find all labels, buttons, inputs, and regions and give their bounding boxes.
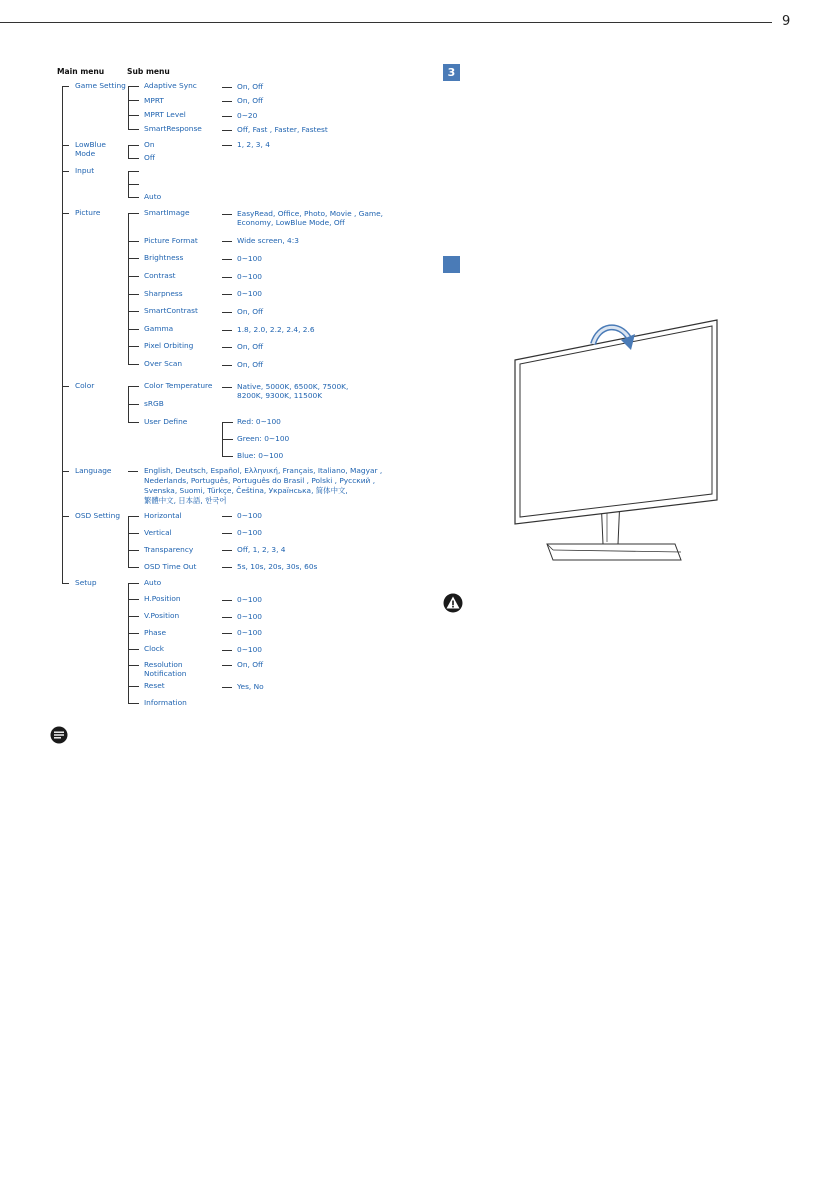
dash bbox=[222, 101, 232, 102]
dash bbox=[222, 116, 232, 117]
sub-over-scan: Over Scan bbox=[144, 359, 183, 368]
branch bbox=[128, 550, 139, 551]
branch bbox=[128, 115, 139, 116]
sub-contrast: Contrast bbox=[144, 271, 176, 280]
page-number: 9 bbox=[782, 14, 791, 29]
dash bbox=[222, 241, 232, 242]
monitor-illustration bbox=[505, 318, 725, 568]
dash bbox=[222, 145, 232, 146]
menu-game-setting: Game Setting bbox=[75, 81, 126, 90]
branch bbox=[128, 86, 139, 87]
sub-v-position: V.Position bbox=[144, 611, 180, 620]
branch bbox=[128, 184, 139, 185]
val-contrast: 0~100 bbox=[237, 272, 263, 281]
branch bbox=[128, 533, 139, 534]
branch bbox=[128, 567, 139, 568]
dash bbox=[222, 365, 232, 366]
sub-clock: Clock bbox=[144, 644, 165, 653]
branch bbox=[128, 599, 139, 600]
sub-information: Information bbox=[144, 698, 187, 707]
dash bbox=[222, 665, 232, 666]
sub-smartcontrast: SmartContrast bbox=[144, 306, 198, 315]
dash bbox=[222, 130, 232, 131]
dash bbox=[222, 294, 232, 295]
val-red: Red: 0~100 bbox=[237, 417, 281, 426]
val-brightness: 0~100 bbox=[237, 254, 263, 263]
dash bbox=[222, 533, 232, 534]
val-language-3: Svenska, Suomi, Türkçe, Čeština, Українська, 简体中文, bbox=[144, 486, 348, 495]
branch bbox=[128, 364, 139, 365]
branch bbox=[62, 471, 69, 472]
sub-pixel-orbiting: Pixel Orbiting bbox=[144, 341, 194, 350]
branch bbox=[128, 583, 139, 584]
sub-osd-timeout: OSD Time Out bbox=[144, 562, 197, 571]
menu-picture: Picture bbox=[75, 208, 101, 217]
val-transparency: Off, 1, 2, 3, 4 bbox=[237, 545, 286, 554]
dash bbox=[222, 600, 232, 601]
val-smartimage-2: Economy, LowBlue Mode, Off bbox=[237, 218, 345, 227]
sub-phase: Phase bbox=[144, 628, 167, 637]
sub-color-temperature: Color Temperature bbox=[144, 381, 213, 390]
sub-spine bbox=[128, 145, 129, 159]
val-blue: Blue: 0~100 bbox=[237, 451, 284, 460]
sub-lowblue-on: On bbox=[144, 140, 155, 149]
dash bbox=[222, 259, 232, 260]
branch bbox=[128, 100, 139, 101]
sub-setup-auto: Auto bbox=[144, 578, 162, 587]
branch bbox=[128, 158, 139, 159]
sub-vertical: Vertical bbox=[144, 528, 172, 537]
dash bbox=[222, 387, 232, 388]
branch bbox=[128, 276, 139, 277]
branch bbox=[128, 241, 139, 242]
branch bbox=[128, 213, 139, 214]
val-mprt: On, Off bbox=[237, 96, 264, 105]
val-language-1: English, Deutsch, Español, Ελληνική, Français, Italiano, Magyar , bbox=[144, 466, 383, 475]
dash bbox=[222, 687, 232, 688]
sub-smartimage: SmartImage bbox=[144, 208, 190, 217]
dash bbox=[222, 347, 232, 348]
menu-language: Language bbox=[75, 466, 112, 475]
val-language-2: Nederlands, Português, Português do Brasil , Polski , Русский , bbox=[144, 476, 376, 485]
sub-srgb: sRGB bbox=[144, 399, 164, 408]
val-color-temp-1: Native, 5000K, 6500K, 7500K, bbox=[237, 382, 349, 391]
branch bbox=[128, 422, 139, 423]
sub-smartresponse: SmartResponse bbox=[144, 124, 202, 133]
branch bbox=[62, 145, 69, 146]
branch bbox=[222, 439, 233, 440]
dash bbox=[128, 471, 138, 472]
sub-brightness: Brightness bbox=[144, 253, 184, 262]
sub-lowblue-off: Off bbox=[144, 153, 155, 162]
val-vertical: 0~100 bbox=[237, 528, 263, 537]
val-clock: 0~100 bbox=[237, 645, 263, 654]
branch bbox=[128, 649, 139, 650]
sub-user-define: User Define bbox=[144, 417, 188, 426]
branch bbox=[128, 665, 139, 666]
val-lowblue-on: 1, 2, 3, 4 bbox=[237, 140, 270, 149]
val-osd-timeout: 5s, 10s, 20s, 30s, 60s bbox=[237, 562, 318, 571]
val-h-position: 0~100 bbox=[237, 595, 263, 604]
sub-menu-header: Sub menu bbox=[127, 67, 170, 76]
branch bbox=[128, 329, 139, 330]
sub-mprt-level: MPRT Level bbox=[144, 110, 186, 119]
branch bbox=[128, 703, 139, 704]
val-gamma: 1.8, 2.0, 2.2, 2.4, 2.6 bbox=[237, 325, 315, 334]
val-picture-format: Wide screen, 4:3 bbox=[237, 236, 299, 245]
val-sharpness: 0~100 bbox=[237, 289, 263, 298]
dash bbox=[222, 312, 232, 313]
sub-spine bbox=[128, 86, 129, 129]
menu-lowblue: LowBlue bbox=[75, 140, 106, 149]
branch bbox=[128, 616, 139, 617]
branch bbox=[128, 404, 139, 405]
sub-spine bbox=[128, 516, 129, 567]
branch bbox=[62, 213, 69, 214]
dash bbox=[222, 550, 232, 551]
sub-mprt: MPRT bbox=[144, 96, 164, 105]
main-tree-spine bbox=[62, 86, 63, 584]
note-icon bbox=[50, 726, 68, 744]
val-pixel-orbiting: On, Off bbox=[237, 342, 264, 351]
dash bbox=[222, 650, 232, 651]
dash bbox=[222, 214, 232, 215]
branch bbox=[128, 686, 139, 687]
val-green: Green: 0~100 bbox=[237, 434, 290, 443]
top-rule bbox=[0, 22, 772, 23]
sub-h-position: H.Position bbox=[144, 594, 181, 603]
val-resolution: On, Off bbox=[237, 660, 264, 669]
branch bbox=[222, 422, 233, 423]
sub-gamma: Gamma bbox=[144, 324, 174, 333]
val-over-scan: On, Off bbox=[237, 360, 264, 369]
warning-icon bbox=[443, 593, 463, 613]
branch bbox=[62, 583, 69, 584]
val-adaptive-sync: On, Off bbox=[237, 82, 264, 91]
dash bbox=[222, 87, 232, 88]
branch bbox=[128, 129, 139, 130]
branch bbox=[128, 145, 139, 146]
sub-input-auto: Auto bbox=[144, 192, 162, 201]
sub-resolution: Resolution bbox=[144, 660, 183, 669]
branch bbox=[62, 516, 69, 517]
val-smartcontrast: On, Off bbox=[237, 307, 264, 316]
val-language-4: 繁體中文, 日本語, 한국어 bbox=[144, 496, 227, 505]
sub-resolution-notification: Notification bbox=[144, 669, 187, 678]
main-menu-header: Main menu bbox=[57, 67, 105, 76]
val-smartimage-1: EasyRead, Office, Photo, Movie , Game, bbox=[237, 209, 384, 218]
val-v-position: 0~100 bbox=[237, 612, 263, 621]
menu-lowblue-mode: Mode bbox=[75, 149, 96, 158]
dash bbox=[222, 633, 232, 634]
sub-spine bbox=[128, 213, 129, 364]
sub-spine bbox=[128, 583, 129, 703]
dash bbox=[222, 330, 232, 331]
branch bbox=[128, 197, 139, 198]
branch bbox=[128, 346, 139, 347]
dash bbox=[222, 516, 232, 517]
branch bbox=[62, 171, 69, 172]
menu-osd-setting: OSD Setting bbox=[75, 511, 121, 520]
branch bbox=[128, 516, 139, 517]
val-reset: Yes, No bbox=[237, 682, 264, 691]
branch bbox=[128, 311, 139, 312]
val-smartresponse: Off, Fast , Faster, Fastest bbox=[237, 125, 328, 134]
branch bbox=[128, 294, 139, 295]
branch bbox=[222, 456, 233, 457]
menu-input: Input bbox=[75, 166, 95, 175]
sub-transparency: Transparency bbox=[144, 545, 194, 554]
branch bbox=[128, 258, 139, 259]
dash bbox=[222, 617, 232, 618]
menu-setup: Setup bbox=[75, 578, 97, 587]
branch bbox=[128, 386, 139, 387]
branch bbox=[62, 386, 69, 387]
sub-horizontal: Horizontal bbox=[144, 511, 182, 520]
val-horizontal: 0~100 bbox=[237, 511, 263, 520]
sub-reset: Reset bbox=[144, 681, 165, 690]
menu-color: Color bbox=[75, 381, 95, 390]
branch bbox=[128, 171, 139, 172]
val-color-temp-2: 8200K, 9300K, 11500K bbox=[237, 391, 323, 400]
step-badge-3: 3 bbox=[443, 64, 460, 81]
branch bbox=[62, 86, 69, 87]
dash bbox=[222, 567, 232, 568]
branch bbox=[128, 633, 139, 634]
sub-adaptive-sync: Adaptive Sync bbox=[144, 81, 197, 90]
dash bbox=[222, 277, 232, 278]
val-mprt-level: 0~20 bbox=[237, 111, 258, 120]
val-phase: 0~100 bbox=[237, 628, 263, 637]
step-badge-4 bbox=[443, 256, 460, 273]
sub-sharpness: Sharpness bbox=[144, 289, 183, 298]
sub-picture-format: Picture Format bbox=[144, 236, 198, 245]
